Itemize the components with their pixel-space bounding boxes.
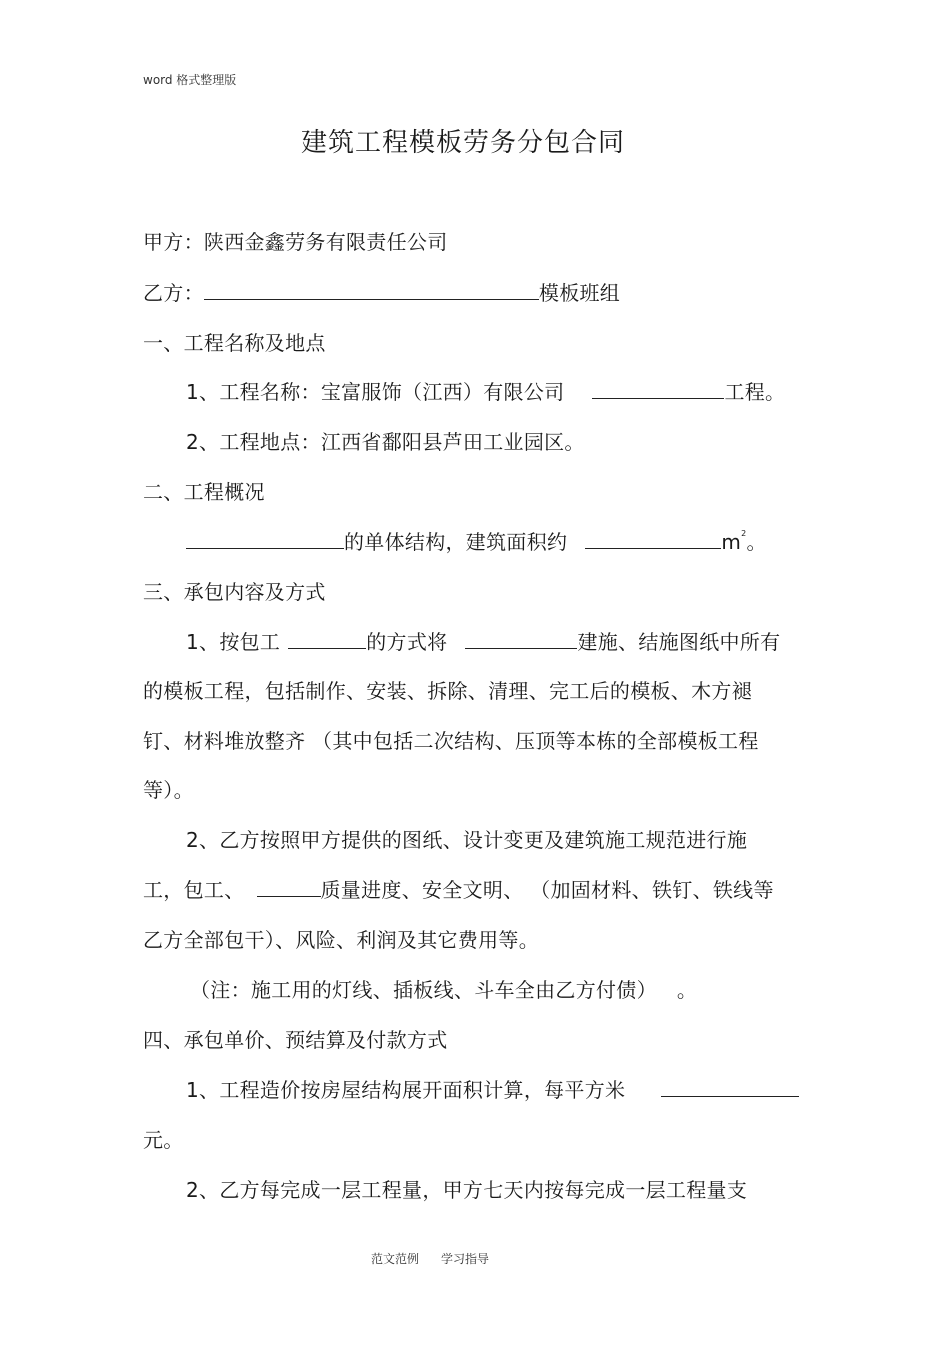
area-blank	[585, 532, 721, 549]
section-3-note	[190, 980, 697, 1000]
area-unit: m	[721, 530, 742, 554]
section-4-title: 四、承包单价、预结算及付款方式	[143, 1028, 448, 1052]
contract-method-prefix: 1、按包工	[186, 630, 281, 654]
party-b-blank	[204, 283, 539, 300]
section-3-title: 三、承包内容及方式	[143, 580, 326, 604]
project-name-suffix: 工程。	[724, 380, 786, 404]
party-b-line	[143, 283, 620, 303]
party-a-line: 甲方：陕西金鑫劳务有限责任公司	[143, 230, 448, 254]
section-3-para-1-line-3: 钉、材料堆放整齐 （其中包括二次结构、压顶等本栋的全部模板工程	[143, 729, 759, 753]
page-footer	[0, 1253, 860, 1265]
section-3-para-2-line-3: 乙方全部包干）、风险、利润及其它费用等。	[143, 928, 539, 952]
building-blank	[465, 632, 577, 649]
quality-text: 质量进度、安全文明、 （加固材料、铁钉、铁线等	[320, 878, 774, 902]
section-1-item-1	[186, 382, 785, 402]
structure-blank	[186, 532, 344, 549]
section-3-para-1-line-4: 等）。	[143, 778, 194, 802]
project-name-text: 1、工程名称：宝富服饰（江西）有限公司	[186, 380, 565, 404]
note-text: （注：施工用的灯线、插板线、斗车全由乙方付债）	[190, 978, 647, 1002]
section-4-para-1-line-1	[186, 1080, 799, 1100]
section-4-para-1-line-2: 元。	[143, 1128, 184, 1152]
structure-text: 的单体结构，建筑面积约	[344, 530, 568, 554]
labor-text: 工，包工、	[143, 878, 245, 902]
labor-blank	[257, 880, 321, 897]
page-header: word 格式整理版	[143, 73, 237, 87]
document-title: 建筑工程模板劳务分包合同	[300, 128, 625, 158]
drawings-text: 建施、结施图纸中所有	[577, 630, 781, 654]
contract-method-text: 的方式将	[366, 630, 448, 654]
note-end: 。	[676, 978, 698, 1002]
section-3-para-1-line-2: 的模板工程，包括制作、安装、拆除、清理、完工后的模板、木方褪	[143, 679, 752, 703]
section-1-item-2: 2、工程地点：江西省鄱阳县芦田工业园区。	[186, 430, 585, 454]
section-2-text	[186, 529, 767, 554]
section-3-para-1-line-1	[186, 632, 780, 652]
contract-method-blank	[288, 632, 366, 649]
section-1-title: 一、工程名称及地点	[143, 331, 326, 355]
project-name-blank	[592, 382, 724, 399]
footer-right: 学习指导	[441, 1252, 490, 1266]
footer-left: 范文范例	[370, 1252, 419, 1266]
unit-price-text: 1、工程造价按房屋结构展开面积计算，每平方米	[186, 1078, 626, 1102]
unit-price-blank	[661, 1080, 799, 1097]
section-2-title: 二、工程概况	[143, 480, 265, 504]
area-end: 。	[746, 530, 767, 554]
party-b-suffix: 模板班组	[538, 281, 621, 305]
section-3-para-2-line-2	[143, 880, 774, 900]
section-3-para-2-line-1: 2、乙方按照甲方提供的图纸、设计变更及建筑施工规范进行施	[186, 828, 748, 852]
section-4-para-2-line-1: 2、乙方每完成一层工程量，甲方七天内按每完成一层工程量支	[186, 1178, 748, 1202]
party-b-label: 乙方：	[143, 281, 204, 305]
area-unit-superscript: 2	[741, 529, 747, 538]
